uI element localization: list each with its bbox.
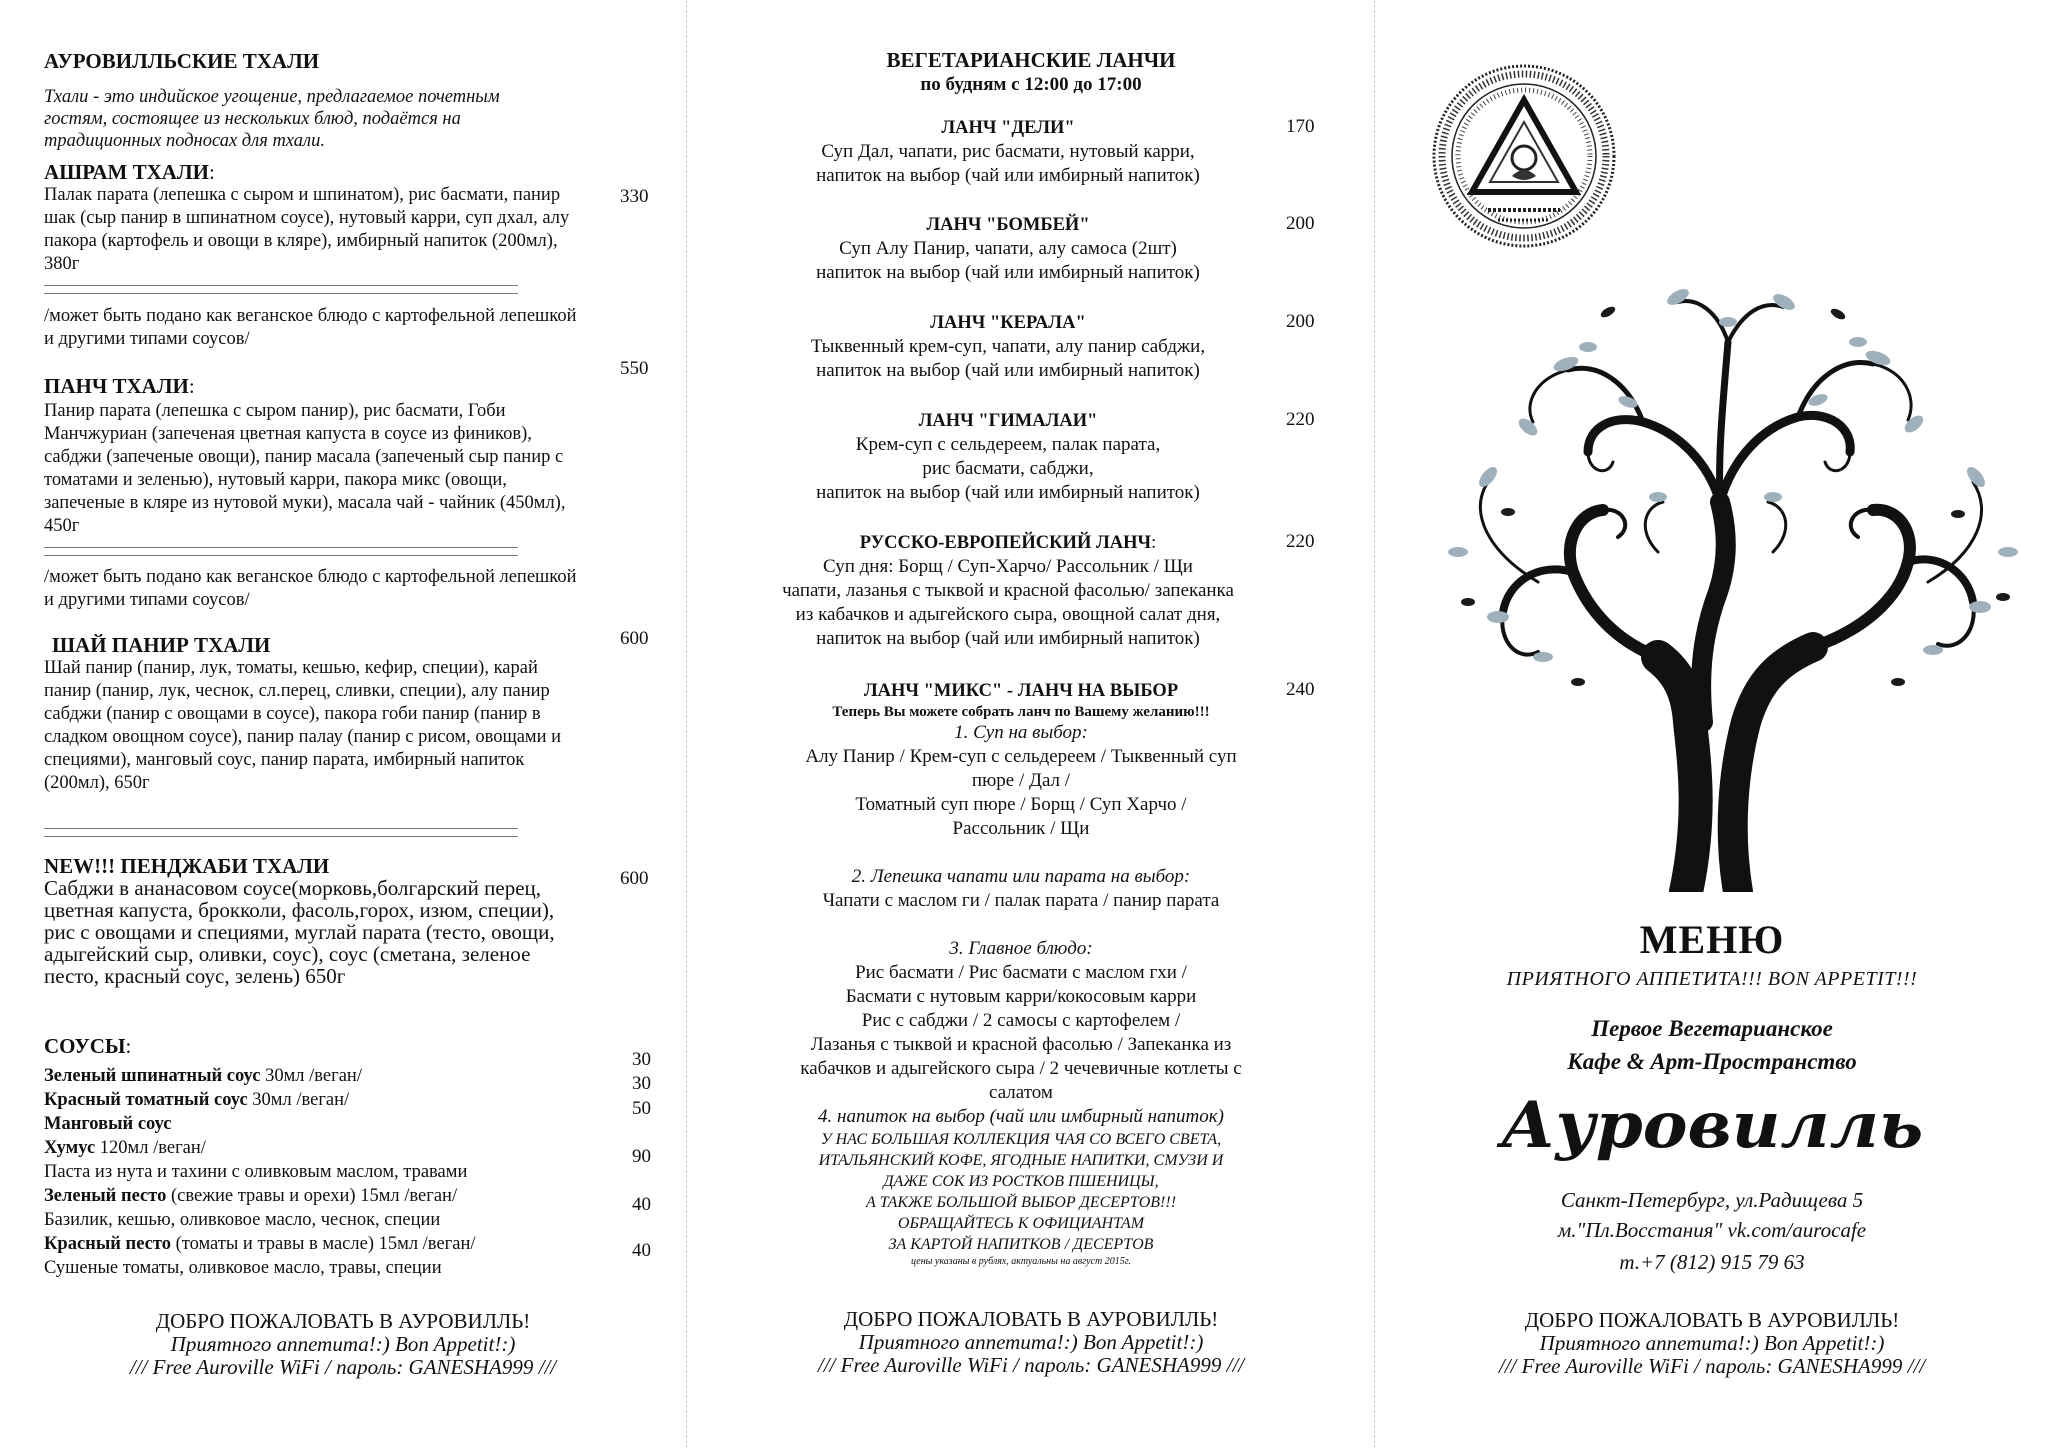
lunch-name: ЛАНЧ "КЕРАЛА" xyxy=(930,313,1086,333)
lunch-desc: напиток на выбор (чай или имбирный напиток) xyxy=(816,482,1200,503)
mix-line: пюре / Дал / xyxy=(971,770,1071,791)
footer-wifi: /// Free Auroville WiFi / пароль: GANESHA999 /// xyxy=(1498,1354,1926,1378)
sauce-row: Хумус 120мл /веган/ xyxy=(44,1138,206,1158)
sauce-row: Паста из нута и тахини с оливковым маслом, травами xyxy=(44,1162,468,1182)
ashram-thali-price: 330 xyxy=(620,186,649,207)
footer-welcome: ДОБРО ПОЖАЛОВАТЬ В АУРОВИЛЛЬ! xyxy=(843,1307,1219,1331)
drinks-note: У НАС БОЛЬШАЯ КОЛЛЕКЦИЯ ЧАЯ СО ВСЕГО СВЕТА, xyxy=(820,1131,1222,1148)
punjabi-thali-desc: Сабджи в ананасовом соусе(морковь,болгарский перец, цветная капуста, брокколи, фасоль,горох, изюм, специи), рис с овощами и специями, муглай парата (тесто, овощи, адыгейский сыр, оливки, соус), соус (сметана, зеленое песто, красный соус, зелень) 650г xyxy=(44,876,555,988)
footer xyxy=(1376,1309,2048,1378)
fold-line-right xyxy=(1374,0,1375,1448)
mix-note: Теперь Вы можете собрать ланч по Вашему желанию!!! xyxy=(832,704,1210,720)
sauce-row: Красный томатный соус 30мл /веган/ xyxy=(44,1090,350,1110)
fold-line-left xyxy=(686,0,687,1448)
lunch-title: ВЕГЕТАРИАНСКИЕ ЛАНЧИ xyxy=(886,48,1176,72)
sauce-list xyxy=(44,1064,604,1280)
sauce-row: Сушеные томаты, оливковое масло, травы, специи xyxy=(44,1258,442,1278)
footer xyxy=(0,1310,686,1379)
footer xyxy=(688,1308,1374,1377)
lunch-price: 200 xyxy=(1286,213,1315,234)
shai-thali-title: ШАЙ ПАНИР ТХАЛИ xyxy=(52,633,271,657)
prices-note: цены указаны в рублях, актуальны на август 2015г. xyxy=(911,1256,1131,1267)
separator xyxy=(44,547,518,556)
lunch-desc: Суп Алу Панир, чапати, алу самоса (2шт) xyxy=(839,238,1177,259)
footer-appetit: Приятного аппетита!:) Bon Appetit!:) xyxy=(170,1332,516,1356)
vegan-note: /может быть подано как веганское блюдо с картофельной лепешкой и другими типами соусов/ xyxy=(44,306,577,349)
mix-line: Рассольник / Щи xyxy=(952,818,1090,839)
mix-line: Томатный суп пюре / Борщ / Суп Харчо / xyxy=(855,794,1187,815)
footer-appetit: Приятного аппетита!:) Bon Appetit!:) xyxy=(1539,1331,1885,1355)
shai-thali-price: 600 xyxy=(620,628,649,649)
lunch-name: ЛАНЧ "ДЕЛИ" xyxy=(941,118,1075,138)
lunch-name: ЛАНЧ "МИКС" - ЛАНЧ НА ВЫБОР xyxy=(863,681,1179,701)
lunch-item xyxy=(768,409,1248,505)
lunch-item xyxy=(738,531,1278,651)
lunch-subtitle: по будням с 12:00 до 17:00 xyxy=(920,74,1142,95)
sauce-price: 30 xyxy=(632,1073,651,1094)
lunch-desc: из кабачков и адыгейского сыра, овощной салат дня, xyxy=(795,604,1221,625)
sauce-price: 90 xyxy=(632,1146,651,1167)
panch-thali-price: 550 xyxy=(620,358,649,379)
lunch-desc: напиток на выбор (чай или имбирный напиток) xyxy=(816,165,1200,186)
lunch-price: 170 xyxy=(1286,116,1315,137)
ashram-thali-title: АШРАМ ТХАЛИ: xyxy=(44,160,215,184)
footer-appetit: Приятного аппетита!:) Bon Appetit!:) xyxy=(858,1330,1204,1354)
address: Санкт-Петербург, ул.Радищева 5 xyxy=(1560,1188,1864,1212)
lunch-price: 240 xyxy=(1286,679,1315,700)
auroville-seal-logo xyxy=(1428,60,1620,252)
ashram-thali-desc: Палак парата (лепешка с сыром и шпинатом), рис басмати, панир шак (сыр панир в шпинатном соусе), нутовый карри, суп дхал, алу пакора (картофель и овощи в кляре), имбирный напиток (200мл), 380г xyxy=(44,185,570,274)
lunch-price: 200 xyxy=(1286,311,1315,332)
drinks-note: ОБРАЩАЙТЕСЬ К ОФИЦИАНТАМ xyxy=(897,1215,1145,1232)
mix-line: Рис басмати / Рис басмати с маслом гхи / xyxy=(855,962,1187,983)
footer-wifi: /// Free Auroville WiFi / пароль: GANESHA999 /// xyxy=(129,1355,557,1379)
lunch-name: ЛАНЧ "ГИМАЛАИ" xyxy=(918,411,1098,431)
auroville-thali-title: АУРОВИЛЛЬСКИЕ ТХАЛИ xyxy=(44,49,320,73)
lunch-desc: напиток на выбор (чай или имбирный напиток) xyxy=(816,628,1200,649)
sauce-row: Зеленый шпинатный соус 30мл /веган/ xyxy=(44,1066,362,1086)
lunch-desc: чапати, лазанья с тыквой и красной фасолью/ запеканка xyxy=(782,580,1234,601)
mix-line: Чапати с маслом ги / палак парата / панир парата xyxy=(822,890,1220,911)
separator xyxy=(44,285,518,294)
lunch-item xyxy=(768,116,1248,188)
drinks-note: ИТАЛЬЯНСКИЙ КОФЕ, ЯГОДНЫЕ НАПИТКИ, СМУЗИ И xyxy=(818,1152,1224,1169)
punjabi-thali-price: 600 xyxy=(620,868,649,889)
lunch-desc: Суп Дал, чапати, рис басмати, нутовый карри, xyxy=(821,141,1195,162)
sauce-price: 40 xyxy=(632,1240,651,1261)
vegan-note: /может быть подано как веганское блюдо с картофельной лепешкой и другими типами соусов/ xyxy=(44,567,577,610)
thali-intro: Тхали - это индийское угощение, предлагаемое почетным гостям, состоящее из нескольких блюд, подаётся на традиционных подносах для тхали. xyxy=(44,87,500,151)
left-panel xyxy=(0,0,686,1448)
sauce-price: 40 xyxy=(632,1194,651,1215)
sauce-price: 50 xyxy=(632,1098,651,1119)
sauce-row: Красный песто (томаты и травы в масле) 15мл /веган/ xyxy=(44,1234,476,1254)
middle-panel xyxy=(688,0,1374,1448)
mix-step-title: 1. Суп на выбор: xyxy=(954,722,1088,743)
lunch-item xyxy=(768,213,1248,285)
shai-thali-desc: Шай панир (панир, лук, томаты, кешью, кефир, специи), карай панир (панир, лук, чеснок, сл.перец, сливки, специи), алу панир сабджи (панир с овощами в соусе), пакора гоби панир (панир в сладком овощном соусе), панир палау (панир с рисом, овощами и специями), манговый соус, панир парата, имбирный напиток (200мл), 650г xyxy=(44,658,562,793)
mix-line: кабачков и адыгейского сыра / 2 чечевичные котлеты с xyxy=(800,1058,1242,1079)
footer-welcome: ДОБРО ПОЖАЛОВАТЬ В АУРОВИЛЛЬ! xyxy=(155,1309,531,1333)
separator xyxy=(44,828,518,837)
mix-line: Лазанья с тыквой и красной фасолью / Запеканка из xyxy=(810,1034,1232,1055)
lunch-item xyxy=(768,311,1248,383)
footer-welcome: ДОБРО ПОЖАЛОВАТЬ В АУРОВИЛЛЬ! xyxy=(1524,1308,1900,1332)
mix-lunch xyxy=(748,679,1294,1269)
sauce-price: 30 xyxy=(632,1049,651,1070)
phone: т.+7 (812) 915 79 63 xyxy=(1619,1250,1805,1274)
brand-logo-text: Ауровилль xyxy=(1500,1088,1924,1163)
footer-wifi: /// Free Auroville WiFi / пароль: GANESHA999 /// xyxy=(817,1353,1245,1377)
lunch-desc: рис басмати, сабджи, xyxy=(922,458,1094,479)
lunch-desc: Суп дня: Борщ / Суп-Харчо/ Рассольник / Щи xyxy=(823,556,1193,577)
drinks-note: ДАЖЕ СОК ИЗ РОСТКОВ ПШЕНИЦЫ, xyxy=(883,1173,1159,1190)
lunch-name: РУССКО-ЕВРОПЕЙСКИЙ ЛАНЧ: xyxy=(859,533,1157,553)
lunch-desc: напиток на выбор (чай или имбирный напиток) xyxy=(816,360,1200,381)
tree-illustration xyxy=(1428,252,2028,892)
sauce-row: Манговый соус xyxy=(44,1114,172,1134)
sauces-title: СОУСЫ: xyxy=(44,1034,132,1058)
tagline-2: Кафе & Арт-Пространство xyxy=(1567,1049,1857,1074)
mix-line: Рис с сабджи / 2 самосы с картофелем / xyxy=(861,1010,1181,1031)
mix-line: Алу Панир / Крем-суп с сельдереем / Тыквенный суп xyxy=(805,746,1237,767)
panch-thali-title: ПАНЧ ТХАЛИ: xyxy=(44,374,195,398)
panch-thali-desc: Панир парата (лепешка с сыром панир), рис басмати, Гоби Манчжуриан (запеченая цветная капуста в соусе из фиников), сабджи (запеченые овощи), панир масала (запеченый сыр панир с томатами и зеленью), нутовый карри, пакора микс (овощи, запеченые в кляре из нутовой муки), масала чай - чайник (450мл), 450г xyxy=(44,401,566,536)
lunch-price: 220 xyxy=(1286,409,1315,430)
lunch-desc: Крем-суп с сельдереем, палак парата, xyxy=(855,434,1161,455)
lunch-price: 220 xyxy=(1286,531,1315,552)
mix-step-title: 4. напиток на выбор (чай или имбирный напиток) xyxy=(818,1106,1224,1127)
drinks-note: ЗА КАРТОЙ НАПИТКОВ / ДЕСЕРТОВ xyxy=(888,1236,1154,1253)
lunch-desc: Тыквенный крем-суп, чапати, алу панир сабджи, xyxy=(810,336,1206,357)
mix-line: Басмати с нутовым карри/кокосовым карри xyxy=(845,986,1197,1007)
punjabi-thali-title: NEW!!! ПЕНДЖАБИ ТХАЛИ xyxy=(44,854,330,878)
metro-vk: м."Пл.Восстания" vk.com/aurocafe xyxy=(1557,1218,1867,1242)
mix-step-title: 3. Главное блюдо: xyxy=(949,938,1093,959)
bon-appetit: ПРИЯТНОГО АППЕТИТА!!! BON APPETIT!!! xyxy=(1506,968,1918,990)
lunch-desc: напиток на выбор (чай или имбирный напиток) xyxy=(816,262,1200,283)
lunch-name: ЛАНЧ "БОМБЕЙ" xyxy=(926,215,1090,235)
menu-title: МЕНЮ xyxy=(1639,917,1785,962)
mix-step-title: 2. Лепешка чапати или парата на выбор: xyxy=(851,866,1191,887)
tagline-1: Первое Вегетарианское xyxy=(1591,1016,1833,1041)
mix-line: салатом xyxy=(989,1082,1053,1103)
sauce-row: Базилик, кешью, оливковое масло, чеснок, специи xyxy=(44,1210,441,1230)
sauce-row: Зеленый песто (свежие травы и орехи) 15мл /веган/ xyxy=(44,1186,458,1206)
drinks-note: А ТАКЖЕ БОЛЬШОЙ ВЫБОР ДЕСЕРТОВ!!! xyxy=(865,1194,1177,1211)
